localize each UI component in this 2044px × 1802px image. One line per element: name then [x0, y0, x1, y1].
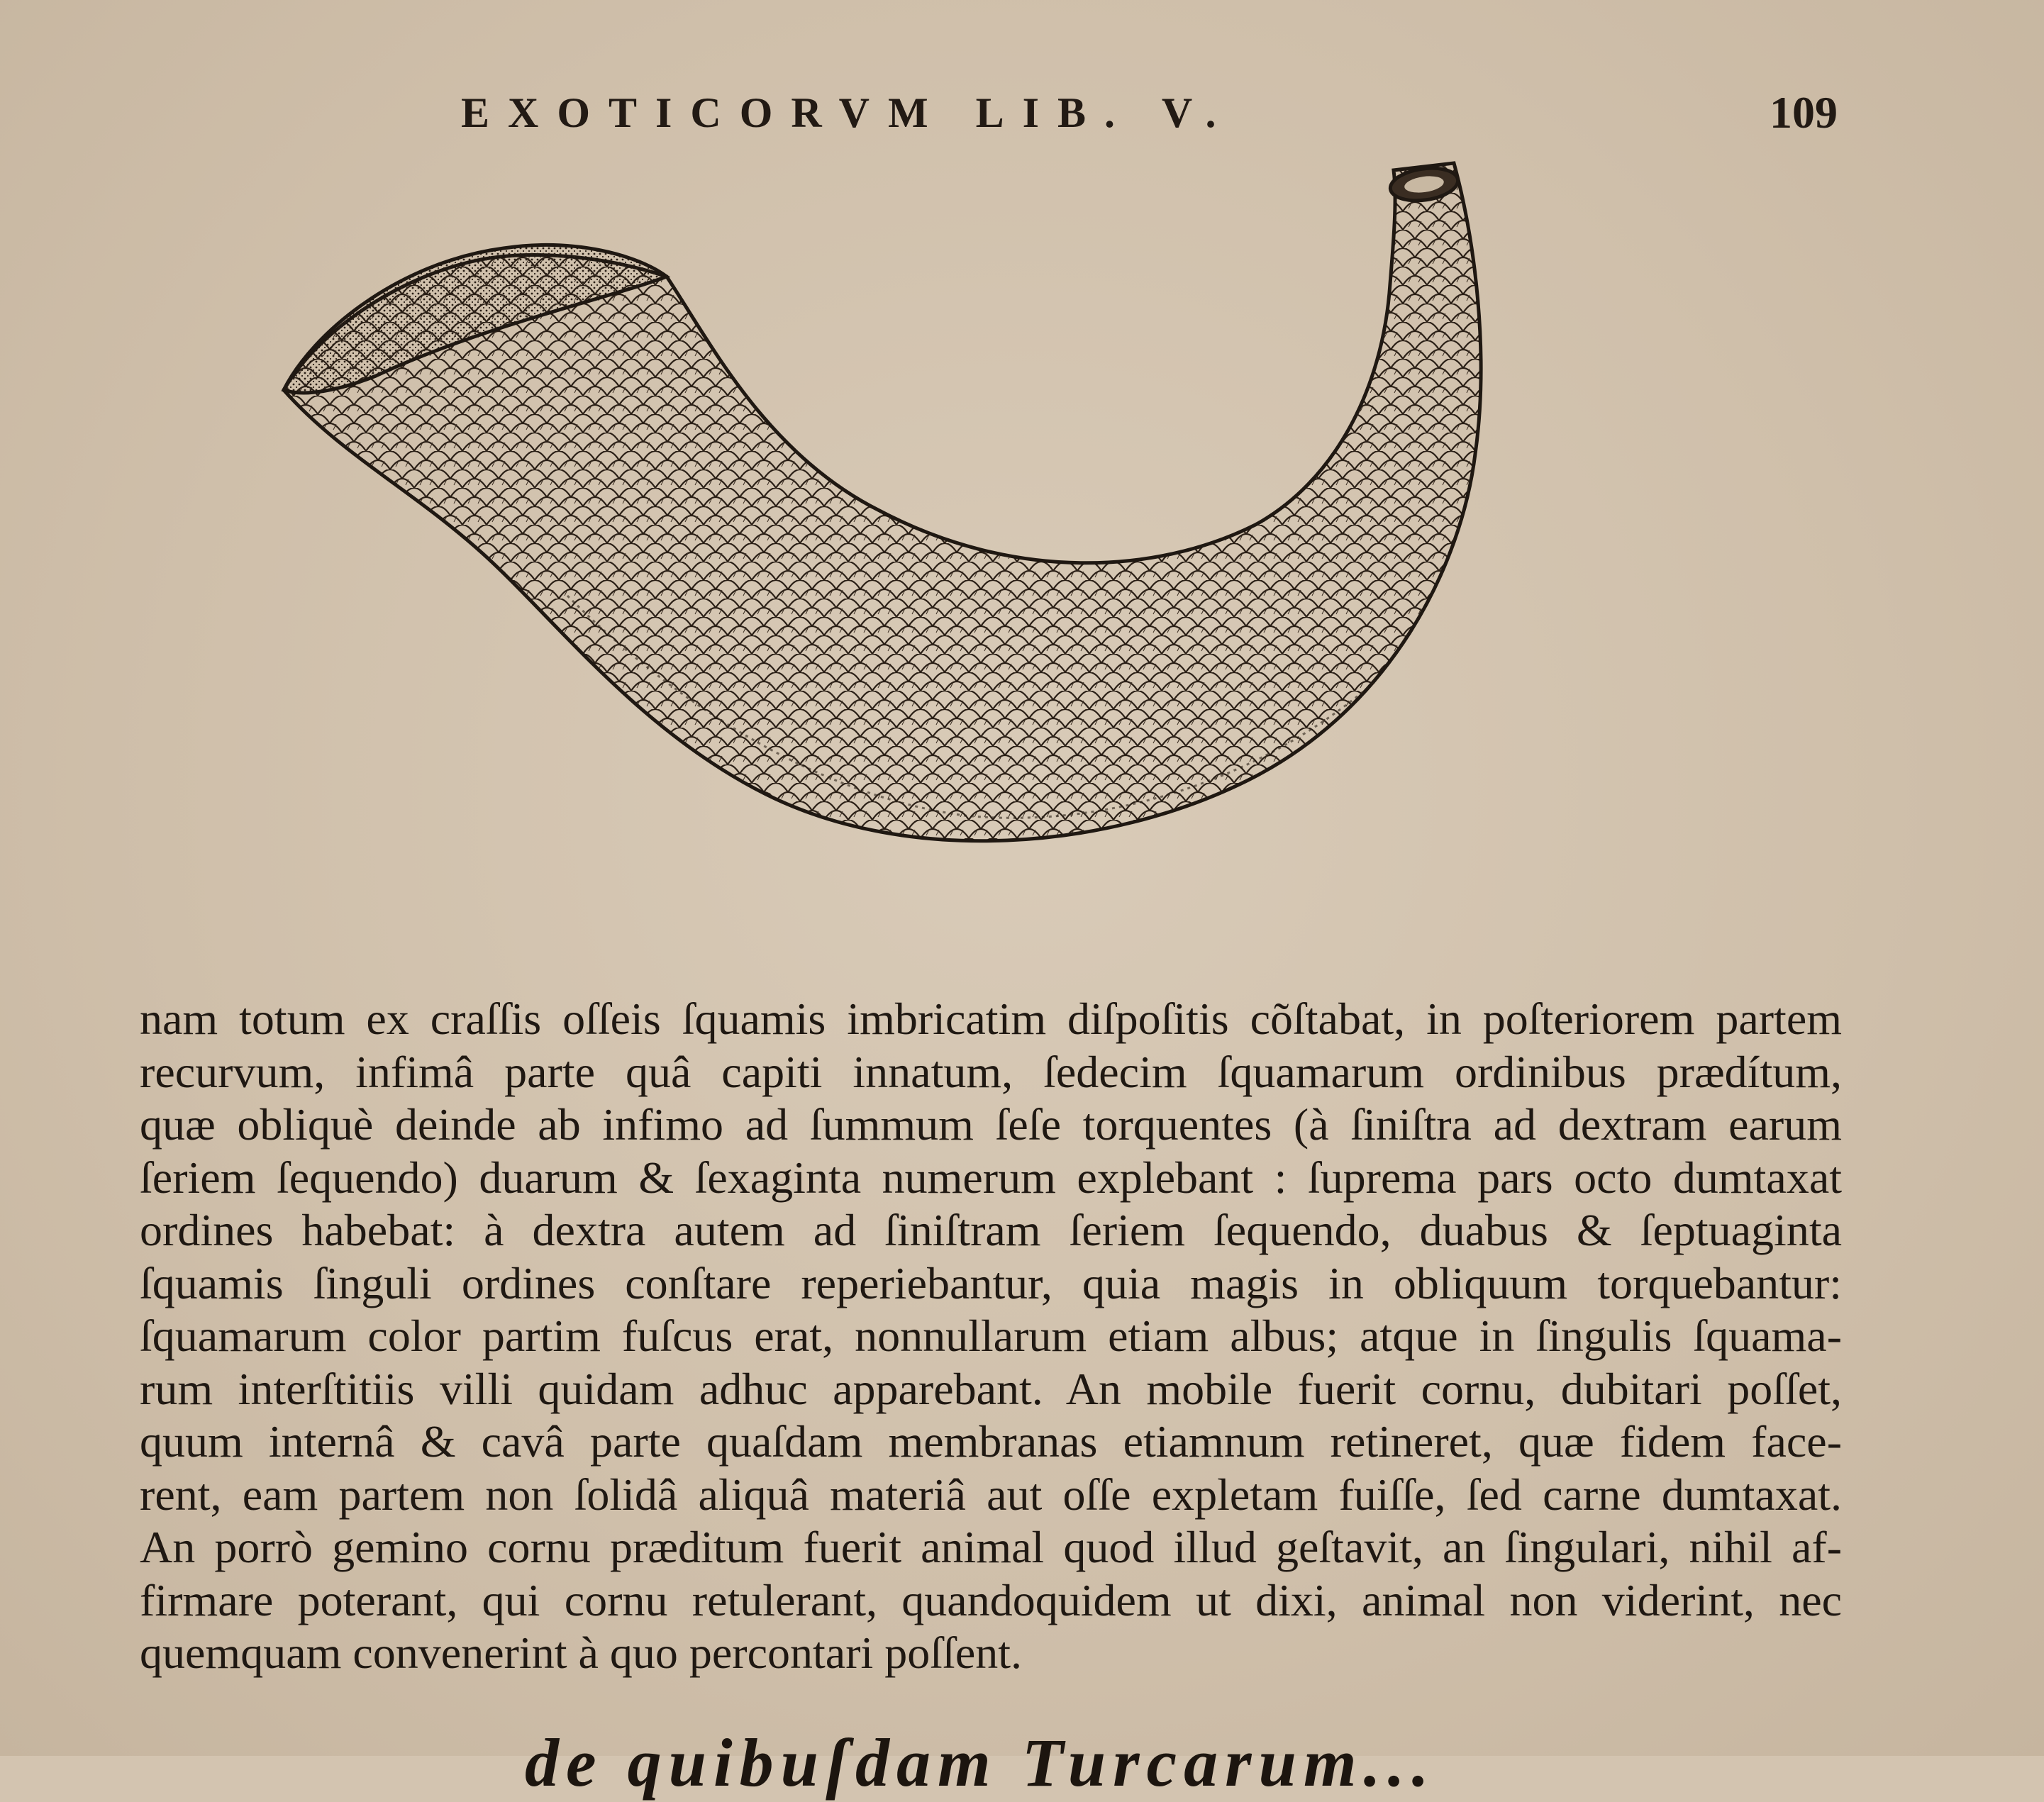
text-line: ſeriem ſequendo) duarum & ſexaginta numerum explebant : ſuprema pars octo dumtaxat: [140, 1152, 1842, 1203]
text-line: quæ obliquè deinde ab infimo ad ſummum ſeſe torquentes (à ſiniſtra ad dextram earum: [140, 1099, 1842, 1150]
cutoff-heading: de quibuſdam Turcarum...: [525, 1725, 1436, 1801]
text-line: quum internâ & cavâ parte quaſdam membranas etiamnum retineret, quæ fidem face-: [140, 1416, 1842, 1467]
text-line: ſquamis ſinguli ordines conſtare reperiebantur, quia magis in obliquum torquebantur:: [140, 1257, 1842, 1308]
running-head: EXOTICORVM LIB. V.: [461, 89, 1235, 136]
horn-woodcut-illustration: [270, 156, 1702, 986]
text-line: ordines habebat: à dextra autem ad ſiniſtram ſeriem ſequendo, duabus & ſeptuaginta: [140, 1205, 1842, 1255]
body-paragraph: [140, 993, 1842, 1680]
text-line: firmare poterant, qui cornu retulerant, quandoquidem ut dixi, animal non viderint, nec: [140, 1574, 1842, 1625]
page-number: 109: [1770, 87, 1838, 138]
text-line: rum interſtitiis villi quidam adhuc apparebant. An mobile fuerit cornu, dubitari poſſet,: [140, 1363, 1842, 1414]
text-line: nam totum ex craſſis oſſeis ſquamis imbricatim diſpoſitis cõſtabat, in poſteriorem partem: [140, 994, 1842, 1044]
text-line: quemquam convenerint à quo percontari poſſent.: [140, 1628, 1023, 1678]
text-line: An porrò gemino cornu præditum fuerit animal quod illud geſtavit, an ſingulari, nihil af-: [140, 1522, 1842, 1572]
text-line: rent, eam partem non ſolidâ aliquâ materiâ aut oſſe expletam fuiſſe, ſed carne dumtaxat.: [140, 1469, 1842, 1520]
text-line: recurvum, infimâ parte quâ capiti innatum, ſedecim ſquamarum ordinibus prædítum,: [140, 1046, 1842, 1097]
text-line: ſquamarum color partim fuſcus erat, nonnullarum etiam albus; atque in ſingulis ſquama-: [140, 1311, 1842, 1361]
